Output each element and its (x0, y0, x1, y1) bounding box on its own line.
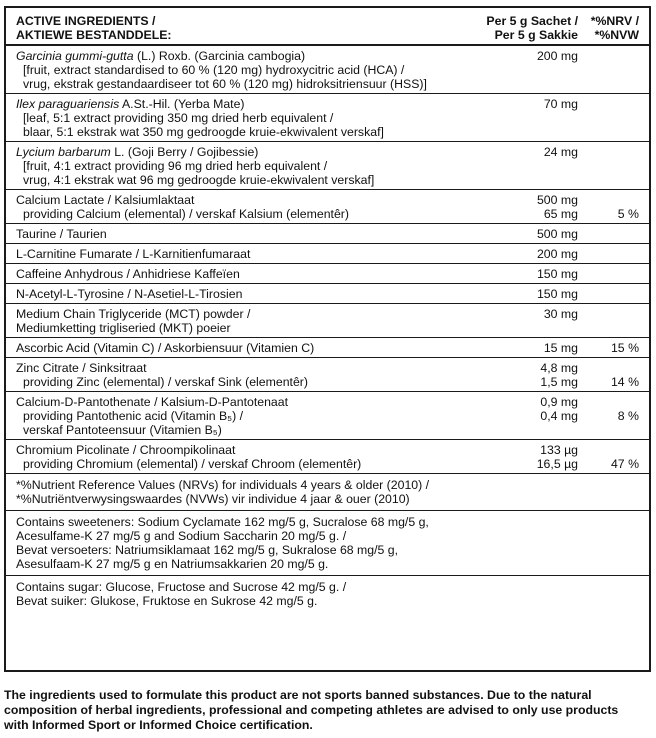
ingredient-name: Zinc Citrate / Sinksitraat (16, 361, 147, 375)
ingredient-name-cell (6, 304, 464, 338)
ingredient-detail: providing Zinc (elemental) / verskaf Sink (elementêr) (23, 375, 308, 389)
amount-cell (464, 284, 584, 304)
nrv-cell (584, 440, 649, 474)
footnote-sweeteners: Contains sweeteners: Sodium Cyclamate 162 mg/5 g, Sucralose 68 mg/5 g, Acesulfame-K 27 mg/5 g and Sodium Saccharin 20 mg/5 g. / Bevat versoeters: Natriumsiklamaat 162 mg/5 g, Sukralose 68 mg/5 g, Asesulfaam-K 27 mg/5 g en Natriumsakkarien 20 mg/5 g. (6, 511, 649, 576)
ingredient-name-cell (6, 284, 464, 304)
table-row (6, 304, 649, 338)
amount-value: 30 mg (543, 307, 578, 321)
ingredient-detail: providing Chromium (elemental) / verskaf Chroom (elementêr) (23, 457, 362, 471)
nrv-value: 5 % (617, 207, 639, 221)
ingredient-name-cell (6, 94, 464, 142)
elemental-amount-value: 1,5 mg (540, 375, 578, 389)
elemental-amount-value: 65 mg (543, 207, 578, 221)
amount-cell (464, 338, 584, 358)
ingredient-rows (6, 45, 649, 474)
amount-value: 4,8 mg (540, 361, 578, 375)
nrv-value: 15 % (610, 341, 639, 355)
amount-cell (464, 94, 584, 142)
ingredient-name-cell (6, 358, 464, 392)
nrv-value: 47 % (610, 457, 639, 471)
ingredient-name-cell (6, 45, 464, 94)
ingredient-detail: providing Calcium (elemental) / verskaf Kalsium (elementêr) (23, 207, 349, 221)
ingredient-name: Calcium Lactate / Kalsiumlaktaat (16, 193, 195, 207)
ingredient-name: Caffeine Anhydrous / Anhidriese Kaffeïen (16, 267, 240, 281)
ingredient-detail: vrug, ekstrak gestandaardiseer tot 60 % (120 mg) hidroksitriensuur (HSS)] (23, 77, 427, 91)
footnote-nrv: *%Nutrient Reference Values (NRVs) for individuals 4 years & older (2010) / *%Nutriëntverwysingswaardes (NVWs) vir individue 4 jaar & ouer (2010) (6, 474, 649, 511)
nrv-cell (584, 338, 649, 358)
table-row (6, 94, 649, 142)
table-row (6, 224, 649, 244)
nrv-cell (584, 224, 649, 244)
amount-value: 0,9 mg (540, 395, 578, 409)
ingredient-name-cell (6, 244, 464, 264)
nrv-cell (584, 142, 649, 190)
footnote-sugar: Contains sugar: Glucose, Fructose and Sucrose 42 mg/5 g. / Bevat suiker: Glukose, Fruktose en Sukrose 42 mg/5 g. (16, 580, 347, 608)
nrv-cell (584, 284, 649, 304)
nrv-column-header: *%NRV / *%NVW (584, 8, 649, 45)
amount-value: 15 mg (543, 341, 578, 355)
ingredient-name: Taurine / Taurien (16, 227, 107, 241)
table-row (6, 244, 649, 264)
table-row (6, 142, 649, 190)
amount-column-header: Per 5 g Sachet / Per 5 g Sakkie (464, 8, 584, 45)
table-row (6, 358, 649, 392)
botanical-authority: A.St.-Hil. (Yerba Mate) (119, 97, 245, 111)
elemental-amount-value: 0,4 mg (540, 409, 578, 423)
sports-disclaimer: The ingredients used to formulate this product are not sports banned substances. Due to the natural composition of herbal ingredients, professional and competing athletes are advised to only use products with Informed Sport or Informed Choice certification. (4, 688, 619, 732)
nrv-cell (584, 358, 649, 392)
amount-cell (464, 224, 584, 244)
nrv-value: 14 % (610, 375, 639, 389)
amount-cell (464, 264, 584, 284)
ingredient-name: L-Carnitine Fumarate / L-Karnitienfumaraat (16, 247, 251, 261)
table-header-row (6, 8, 649, 45)
ingredient-name (16, 97, 464, 111)
ingredient-detail: vrug, 4:1 ekstrak wat 96 mg gedroogde kruie-ekwivalent verskaf] (23, 173, 375, 187)
ingredient-name (16, 49, 464, 63)
ingredient-detail: [fruit, 4:1 extract providing 96 mg dried herb equivalent / (23, 159, 328, 173)
ingredient-name: N-Acetyl-L-Tyrosine / N-Asetiel-L-Tirosien (16, 287, 243, 301)
amount-value: 500 mg (536, 227, 578, 241)
table-row (6, 45, 649, 94)
amount-value: 70 mg (543, 97, 578, 111)
ingredient-detail: providing Pantothenic acid (Vitamin B₅) / (23, 409, 244, 423)
nrv-cell (584, 190, 649, 224)
amount-value: 200 mg (536, 49, 578, 63)
ingredient-name (16, 145, 464, 159)
nrv-cell (584, 244, 649, 264)
amount-value: 133 µg (540, 443, 578, 457)
amount-value: 150 mg (536, 267, 578, 281)
amount-value: 500 mg (536, 193, 578, 207)
ingredients-table (6, 8, 649, 612)
ingredient-name: Medium Chain Triglyceride (MCT) powder / (16, 307, 251, 321)
ingredient-name-cell (6, 440, 464, 474)
amount-cell (464, 142, 584, 190)
botanical-name: Ilex paraguariensis (16, 97, 120, 111)
botanical-name: Garcinia gummi-gutta (16, 49, 134, 63)
table-row (6, 284, 649, 304)
ingredient-name-cell (6, 224, 464, 244)
nrv-value: 8 % (617, 409, 639, 423)
ingredient-detail: verskaf Pantoteensuur (Vitamien B₅) (23, 423, 222, 437)
ingredient-name-cell (6, 264, 464, 284)
amount-cell (464, 304, 584, 338)
ingredient-detail: [fruit, extract standardised to 60 % (120 mg) hydroxycitric acid (HCA) / (23, 63, 405, 77)
ingredient-name-cell (6, 392, 464, 440)
nrv-cell (584, 304, 649, 338)
ingredient-name-cell (6, 142, 464, 190)
amount-value: 24 mg (543, 145, 578, 159)
nrv-cell (584, 94, 649, 142)
ingredient-detail: [leaf, 5:1 extract providing 350 mg dried herb equivalent / (23, 111, 334, 125)
amount-cell (464, 440, 584, 474)
ingredient-name: Chromium Picolinate / Chroompikolinaat (16, 443, 236, 457)
table-row (6, 264, 649, 284)
botanical-name: Lycium barbarum (16, 145, 111, 159)
botanical-authority: (L.) Roxb. (Garcinia cambogia) (133, 49, 306, 63)
table-row (6, 392, 649, 440)
botanical-authority: L. (Goji Berry / Gojibessie) (110, 145, 259, 159)
supplement-facts-panel (4, 6, 651, 672)
amount-cell (464, 190, 584, 224)
amount-cell (464, 244, 584, 264)
nrv-cell (584, 392, 649, 440)
ingredient-detail: blaar, 5:1 ekstrak wat 350 mg gedroogde kruie-ekwivalent verskaf] (23, 125, 384, 139)
ingredient-detail: Mediumketting trigliseried (MKT) poeier (16, 321, 231, 335)
table-row (6, 338, 649, 358)
elemental-amount-value: 16,5 µg (536, 457, 578, 471)
amount-cell (464, 392, 584, 440)
ingredient-name-cell (6, 190, 464, 224)
ingredient-name: Calcium-D-Pantothenate / Kalsium-D-Pantotenaat (16, 395, 289, 409)
amount-value: 150 mg (536, 287, 578, 301)
amount-value: 200 mg (536, 247, 578, 261)
amount-cell (464, 358, 584, 392)
ingredient-name: Ascorbic Acid (Vitamin C) / Askorbiensuur (Vitamien C) (16, 341, 315, 355)
ingredient-name-cell (6, 338, 464, 358)
ingredients-column-header: ACTIVE INGREDIENTS / AKTIEWE BESTANDDELE: (6, 8, 464, 45)
amount-cell (464, 45, 584, 94)
nrv-cell (584, 264, 649, 284)
table-row (6, 440, 649, 474)
nrv-cell (584, 45, 649, 94)
table-row (6, 190, 649, 224)
